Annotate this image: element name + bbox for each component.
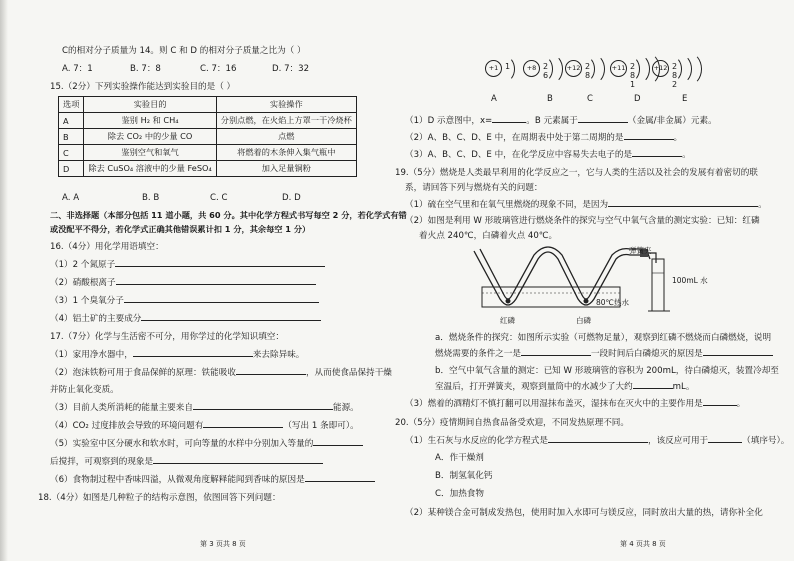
- answer-blank[interactable]: [548, 442, 648, 443]
- atom-nucleus: +11: [610, 60, 627, 77]
- graduated-cylinder-icon: [652, 259, 664, 311]
- q19-item-3: [405, 399, 745, 410]
- q17-item-4-tail: （写出 1 条即可）。: [283, 421, 359, 431]
- q17-item-1-tail: 来去除异味。: [252, 350, 305, 360]
- q18-item-1-mid: 。B 元素属于: [526, 116, 578, 126]
- table-cell: 分别点燃，在火焰上方罩一干冷烧杯: [216, 113, 356, 129]
- table-cell: 除去 CO₂ 中的少量 CO: [84, 129, 216, 145]
- answer-blank[interactable]: [708, 442, 742, 443]
- q16-item-3-text: （3）1 个臭氧分子: [50, 296, 124, 306]
- q14-option-c: C. 7：16: [200, 64, 237, 74]
- q15-option-a: A. A: [62, 193, 80, 203]
- q17-item-3: [50, 403, 359, 414]
- q16-item-2-text: （2）硝酸根离子: [50, 278, 116, 288]
- table-row: [59, 129, 357, 145]
- table-cell: D: [59, 161, 84, 177]
- q17-item-6-text: （6）食物制过程中香味四溢，从微观角度解释能闻到香味的原因是: [50, 475, 305, 485]
- answer-blank[interactable]: [193, 409, 333, 410]
- table-cell: 鉴别空气和氧气: [84, 145, 216, 161]
- q18-item-1-text: （1）D 示意图中，x=: [405, 116, 493, 126]
- answer-blank[interactable]: [703, 405, 737, 406]
- q17-item-2: [50, 368, 392, 379]
- q19-item-3-tail: 。: [736, 399, 746, 409]
- q19-part-a: a．燃烧条件的探究：如图所示实验（可燃物足量），观察到红磷不燃烧而白磷燃烧，说明: [435, 333, 772, 343]
- q18-item-2-tail: 。: [673, 133, 683, 143]
- label-red-phosphorus: 红磷: [500, 316, 515, 325]
- electron-count: 2 8: [585, 62, 591, 80]
- answer-blank[interactable]: [236, 374, 306, 375]
- q17-item-5-cont: [50, 457, 323, 468]
- page-footer-right: 第 4 页共 8 页: [620, 540, 666, 548]
- electron-count: 2 8 1: [630, 62, 636, 89]
- atom-nucleus: +12: [652, 60, 669, 77]
- q19-item-1-text: （1）硫在空气里和在氧气里燃烧的现象不同，是因为: [405, 200, 609, 210]
- table-header-row: [59, 97, 357, 113]
- electron-count: 2 6: [543, 62, 549, 80]
- q14-option-a: A. 7：1: [62, 64, 93, 74]
- q18-stem: 18.（4分）如图是几种粒子的结构示意图，依图回答下列问题：: [38, 493, 281, 503]
- q18-item-2: [405, 133, 682, 144]
- atom-label: C: [587, 94, 593, 104]
- q20-item-1-mid: ，该反应可用于: [647, 436, 709, 446]
- q19-item-1: [405, 200, 767, 211]
- q19-part-b: b．空气中氧气含量的测定：已知 W 形玻璃管的容积为 200mL，待白磷熄灭，装置冷却至: [435, 366, 779, 376]
- q15-option-d: D. D: [282, 193, 301, 203]
- q17-item-4-text: （4）CO₂ 过度排放会导致的环境问题有: [50, 421, 204, 431]
- q18-item-1-tail: （金属/非金属）元素。: [627, 116, 717, 126]
- answer-blank[interactable]: [578, 122, 628, 123]
- table-header-cell: 实验操作: [216, 97, 356, 113]
- table-row: [59, 145, 357, 161]
- q16-item-2: [50, 278, 316, 289]
- q19-part-b-cont: [435, 382, 694, 393]
- q20-stem: 20.（5分）疫情期间自热食品备受欢迎，不同发热原理不同。: [395, 418, 629, 428]
- q15-option-b: B. B: [142, 193, 160, 203]
- section-two-heading: 二、非选择题（本部分包括 11 道小题，共 60 分。其中化学方程式书写每空 2 分，若化学式有错: [50, 210, 407, 220]
- table-header-cell: 选项: [59, 97, 84, 113]
- q17-item-6: [50, 475, 375, 486]
- q16-item-3: [50, 296, 319, 307]
- q17-item-1: [50, 350, 304, 361]
- table-cell: A: [59, 113, 84, 129]
- q20-option-b: B．制氢氧化钙: [435, 471, 493, 481]
- q15-table: [58, 96, 357, 177]
- q19-part-b-cont-text: 室温后，打开弹簧夹，观察到量筒中的水减少了大约: [435, 382, 633, 392]
- answer-blank[interactable]: [632, 156, 682, 157]
- q16-item-1-text: （1）2 个氮原子: [50, 260, 116, 270]
- q20-option-c: C．加热食物: [435, 489, 484, 499]
- answer-blank[interactable]: [521, 355, 591, 356]
- q18-item-1: [405, 116, 717, 127]
- atom-nucleus: +1: [485, 60, 502, 77]
- q16-item-1: [50, 260, 325, 271]
- q19-item-2-cont: 着火点 240℃，白磷着火点 40℃。: [419, 231, 558, 241]
- q20-option-a: A．作干燥剂: [435, 453, 484, 463]
- q18-item-3-text: （3）A、B、C、D、E 中，在化学反应中容易失去电子的是: [405, 150, 633, 160]
- label-hot-water: 80℃热水: [596, 298, 629, 307]
- q19-item-2: （2）如图是利用 W 形玻璃管进行燃烧条件的探究与空气中氧气含量的测定实验：已知：红磷: [405, 216, 760, 226]
- q19-item-3-text: （3）燃着的酒精灯不慎打翻可以用湿抹布盖灭，湿抹布在灭火中的主要作用是: [405, 399, 703, 409]
- q19-item-1-tail: 。: [758, 200, 767, 210]
- scan-fold-shadow: [0, 0, 8, 561]
- answer-blank[interactable]: [624, 139, 674, 140]
- q17-item-4: [50, 421, 359, 432]
- answer-blank[interactable]: [492, 122, 526, 123]
- answer-blank[interactable]: [313, 445, 363, 446]
- electron-count: 1: [505, 62, 511, 71]
- table-header-cell: 实验目的: [84, 97, 216, 113]
- atom-label: E: [682, 94, 688, 104]
- q17-item-2-text: （2）泡沫铁粉可用于食品保鲜的原理：铁能吸收: [50, 368, 236, 378]
- q17-item-5-cont-text: 后搅拌，可观察到的现象是: [50, 457, 154, 467]
- atom-label: D: [634, 94, 641, 104]
- q16-item-4: [50, 314, 321, 325]
- label-white-phosphorus: 白磷: [576, 316, 591, 325]
- q20-item-2: （2）某种镁合金可制成发热包，使用时加入水即可与镁反应，同时放出大量的热，请你补全化: [405, 508, 763, 518]
- q16-stem: 16.（4分）用化学用语填空：: [50, 242, 164, 252]
- q20-item-1-text: （1）生石灰与水反应的化学方程式是: [405, 436, 548, 446]
- atom-label: A: [491, 94, 497, 104]
- q19-part-a-cont-text: 燃烧需要的条件之一是: [435, 349, 521, 359]
- q16-item-4-text: （4）铝土矿的主要成分: [50, 314, 142, 324]
- q17-item-5: [50, 439, 363, 450]
- q17-item-3-text: （3）目前人类所消耗的能量主要来自: [50, 403, 193, 413]
- q17-item-2-cont: 并防止氧化变质。: [50, 385, 119, 395]
- table-row: [59, 113, 357, 129]
- w-tube-diagram: [460, 245, 690, 327]
- q19-stem: 19.（5分）燃烧是人类最早利用的化学反应之一，它与人类的生活以及社会的发展有着密切的联: [395, 168, 758, 178]
- electron-shell: [674, 52, 702, 86]
- atom-nucleus: +8: [523, 60, 540, 77]
- q17-item-2-tail: ，从而使食品保持干燥: [305, 368, 392, 378]
- page-footer-left: 第 3 页共 8 页: [200, 540, 246, 548]
- answer-blank[interactable]: [153, 463, 323, 464]
- label-clamp: 弹簧夹: [629, 246, 652, 255]
- q18-item-3: [405, 150, 691, 161]
- table-cell: 除去 CuSO₄ 溶液中的少量 FeSO₄: [84, 161, 216, 177]
- label-water: 100mL 水: [672, 276, 708, 285]
- q14-option-b: B. 7：8: [130, 64, 161, 74]
- q20-item-1: [405, 436, 789, 447]
- red-phosphorus-icon: [506, 299, 511, 304]
- q14-option-d: D. 7：32: [272, 64, 310, 74]
- q19-part-b-cont-tail: mL。: [672, 382, 695, 392]
- q15-stem: 15.（2分）下列实验操作能达到实验目的是（ ）: [50, 82, 236, 92]
- answer-blank[interactable]: [305, 481, 375, 482]
- q18-item-2-text: （2）A、B、C、D、E 中，在周期表中处于第二周期的是: [405, 133, 624, 143]
- q19-part-a-cont: [435, 349, 773, 360]
- table-cell: 点燃: [216, 129, 356, 145]
- answer-blank[interactable]: [116, 284, 316, 285]
- table-row: [59, 161, 357, 177]
- q17-item-1-text: （1）家用净水器中，: [50, 350, 133, 360]
- answer-blank[interactable]: [633, 388, 673, 389]
- table-cell: C: [59, 145, 84, 161]
- answer-blank[interactable]: [133, 356, 253, 357]
- section-two-heading-cont: 或没配平不得分，若化学式正确其他错误累计扣 1 分，其余每空 1 分）: [50, 224, 311, 234]
- q17-item-3-tail: 能源。: [332, 403, 359, 413]
- table-cell: B: [59, 129, 84, 145]
- q14-stem: C的相对分子质量为 14。则 C 和 D 的相对分子质量之比为（ ）: [62, 46, 306, 56]
- table-cell: 加入足量铜粉: [216, 161, 356, 177]
- q17-stem: 17.（7分）化学与生活密不可分，用你学过的化学知识填空：: [50, 332, 284, 342]
- answer-blank[interactable]: [124, 302, 319, 303]
- white-phosphorus-icon: [584, 299, 589, 304]
- answer-blank[interactable]: [608, 206, 758, 207]
- table-cell: 鉴别 H₂ 和 CH₄: [84, 113, 216, 129]
- q19-stem-cont: 系，请回答下列与燃烧有关的问题：: [405, 183, 543, 193]
- atom-nucleus: +12: [565, 60, 582, 77]
- q18-item-3-tail: 。: [682, 150, 691, 160]
- answer-blank[interactable]: [203, 427, 283, 428]
- answer-blank[interactable]: [141, 320, 321, 321]
- q17-item-5-text: （5）实验室中区分硬水和软水时，可向等量的水样中分别加入等量的: [50, 439, 314, 449]
- answer-blank[interactable]: [703, 355, 773, 356]
- q15-option-c: C. C: [210, 193, 228, 203]
- atom-label: B: [547, 94, 553, 104]
- q19-part-a-cont-tail: 一段时间后白磷熄灭的原因是: [590, 349, 703, 359]
- electron-count: 2 8 2: [672, 62, 678, 89]
- table-cell: 将燃着的木条伸入集气瓶中: [216, 145, 356, 161]
- answer-blank[interactable]: [115, 266, 325, 267]
- q20-item-1-tail: （填序号）。: [742, 436, 790, 446]
